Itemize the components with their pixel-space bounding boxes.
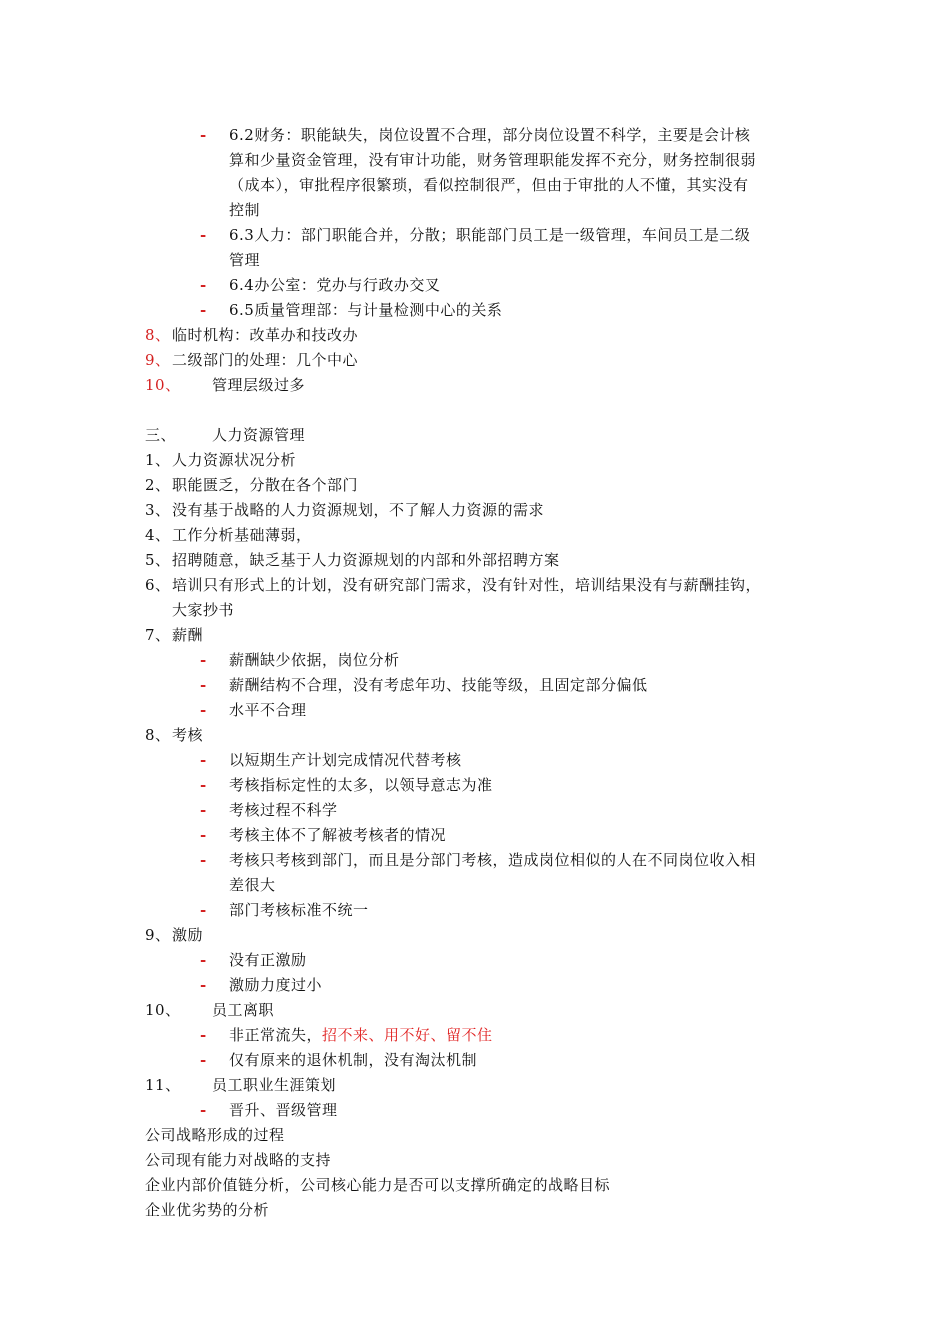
pay-bullet: 薪酬结构不合理，没有考虑年功、技能等级，且固定部分偏低 <box>229 676 648 694</box>
bullet-dash: - <box>200 1026 207 1044</box>
bullet-dash: - <box>200 751 207 769</box>
assess-bullet: 部门考核标准不统一 <box>229 901 369 919</box>
item-num: 1、 <box>145 451 171 469</box>
career-title: 员工职业生涯策划 <box>212 1076 337 1094</box>
finance-line-1: 6.2财务：职能缺失，岗位设置不合理，部分岗位设置不科学，主要是会计核 <box>229 126 751 144</box>
finance-line-4: 控制 <box>229 201 261 219</box>
leave-bullet: 仅有原来的退休机制，没有淘汰机制 <box>229 1051 478 1069</box>
item-num: 4、 <box>145 526 171 544</box>
bullet-dash: - <box>200 976 207 994</box>
finance-line-3: （成本），审批程序很繁琐，看似控制很严，但由于审批的人不懂，其实没有 <box>229 176 749 194</box>
pay-bullet: 水平不合理 <box>229 701 307 719</box>
bullet-dash: - <box>200 301 207 319</box>
item-text: 没有基于战略的人力资源规划，不了解人力资源的需求 <box>172 501 545 519</box>
tail-line: 公司现有能力对战略的支持 <box>145 1151 332 1169</box>
item-text-cont: 大家抄书 <box>172 601 235 619</box>
office-line: 6.4办公室：党办与行政办交叉 <box>229 276 441 294</box>
item-num: 2、 <box>145 476 171 494</box>
item-num: 9、 <box>145 926 171 944</box>
item-text: 招聘随意，缺乏基于人力资源规划的内部和外部招聘方案 <box>172 551 560 569</box>
incent-bullet: 激励力度过小 <box>229 976 323 994</box>
item10-text: 管理层级过多 <box>212 376 306 394</box>
item-num: 5、 <box>145 551 171 569</box>
assess-title: 考核 <box>172 726 204 744</box>
item8-num: 8、 <box>145 326 171 344</box>
item9-text: 二级部门的处理：几个中心 <box>172 351 359 369</box>
leave-bullet-red: 招不来、用不好、留不住 <box>322 1026 493 1044</box>
tail-line: 企业内部价值链分析，公司核心能力是否可以支撑所确定的战略目标 <box>145 1176 611 1194</box>
bullet-dash: - <box>200 701 207 719</box>
leave-bullet-black: 非正常流失， <box>229 1026 323 1044</box>
item-text: 人力资源状况分析 <box>172 451 297 469</box>
item-num: 8、 <box>145 726 171 744</box>
bullet-dash: - <box>200 951 207 969</box>
item-num: 6、 <box>145 576 171 594</box>
item-text: 工作分析基础薄弱， <box>172 526 312 544</box>
section3-title: 人力资源管理 <box>212 426 306 444</box>
assess-bullet: 考核主体不了解被考核者的情况 <box>229 826 447 844</box>
incent-title: 激励 <box>172 926 204 944</box>
pay-title: 薪酬 <box>172 626 204 644</box>
career-bullet: 晋升、晋级管理 <box>229 1101 338 1119</box>
item-text: 培训只有形式上的计划，没有研究部门需求，没有针对性，培训结果没有与薪酬挂钩， <box>172 576 762 594</box>
bullet-dash: - <box>200 851 207 869</box>
bullet-dash: - <box>200 826 207 844</box>
assess-bullet: 以短期生产计划完成情况代替考核 <box>229 751 462 769</box>
item8-text: 临时机构：改革办和技改办 <box>172 326 359 344</box>
item-num: 11、 <box>145 1076 181 1094</box>
quality-line: 6.5质量管理部：与计量检测中心的关系 <box>229 301 503 319</box>
bullet-dash: - <box>200 126 207 144</box>
bullet-dash: - <box>200 676 207 694</box>
item-num: 7、 <box>145 626 171 644</box>
bullet-dash: - <box>200 1051 207 1069</box>
bullet-dash: - <box>200 1101 207 1119</box>
bullet-dash: - <box>200 226 207 244</box>
item10-num: 10、 <box>145 376 181 394</box>
bullet-dash: - <box>200 776 207 794</box>
hr-line-1: 6.3人力：部门职能合并，分散；职能部门员工是一级管理，车间员工是二级 <box>229 226 751 244</box>
item9-num: 9、 <box>145 351 171 369</box>
tail-line: 公司战略形成的过程 <box>145 1126 285 1144</box>
pay-bullet: 薪酬缺少依据，岗位分析 <box>229 651 400 669</box>
item-text: 职能匮乏，分散在各个部门 <box>172 476 359 494</box>
section3-num: 三、 <box>145 426 177 444</box>
assess-bullet: 考核指标定性的太多，以领导意志为准 <box>229 776 493 794</box>
bullet-dash: - <box>200 651 207 669</box>
bullet-dash: - <box>200 801 207 819</box>
leave-bullet <box>229 1023 493 1048</box>
leave-title: 员工离职 <box>212 1001 275 1019</box>
item-num: 10、 <box>145 1001 181 1019</box>
tail-line: 企业优劣势的分析 <box>145 1201 270 1219</box>
assess-bullet-cont: 差很大 <box>229 876 276 894</box>
hr-line-2: 管理 <box>229 251 261 269</box>
bullet-dash: - <box>200 276 207 294</box>
finance-line-2: 算和少量资金管理，没有审计功能，财务管理职能发挥不充分，财务控制很弱 <box>229 151 757 169</box>
bullet-dash: - <box>200 901 207 919</box>
assess-bullet: 考核过程不科学 <box>229 801 338 819</box>
item-num: 3、 <box>145 501 171 519</box>
incent-bullet: 没有正激励 <box>229 951 307 969</box>
assess-bullet: 考核只考核到部门，而且是分部门考核，造成岗位相似的人在不同岗位收入相 <box>229 851 757 869</box>
